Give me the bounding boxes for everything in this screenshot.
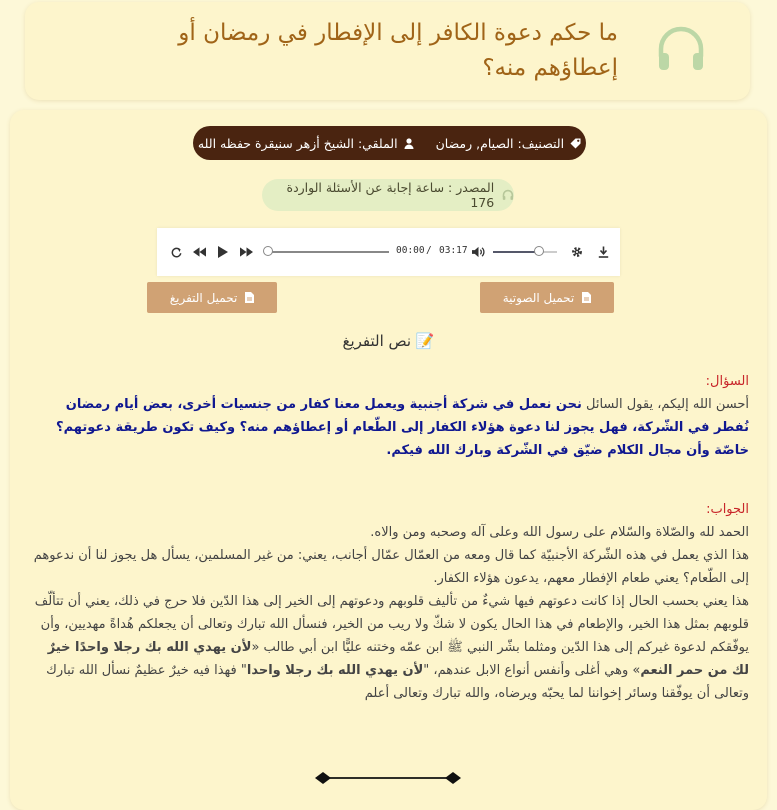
answer-paragraph-1: الحمد لله والصّلاة والسّلام على رسول الله وعلى آله وصحبه ومن والاه. bbox=[370, 525, 749, 540]
title-card bbox=[25, 2, 750, 100]
question-section bbox=[28, 370, 749, 462]
speaker-label: الملقي: الشيخ أزهر سنيقرة حفظه الله bbox=[197, 135, 398, 151]
transcript-heading: 📝 نص التفريغ bbox=[342, 332, 435, 350]
play-icon[interactable] bbox=[214, 243, 232, 261]
download-transcript-button[interactable] bbox=[147, 282, 277, 313]
file-icon bbox=[245, 292, 254, 303]
current-time: 00:00 bbox=[396, 245, 425, 256]
settings-gear-icon[interactable] bbox=[568, 243, 586, 261]
download-icon[interactable] bbox=[594, 243, 612, 261]
answer-section bbox=[28, 498, 749, 705]
headphones-small-icon bbox=[502, 189, 514, 201]
speaker-link[interactable] bbox=[198, 136, 414, 151]
rewind-icon[interactable] bbox=[190, 243, 208, 261]
hadith-quote-1: لأن يهدي الله بك رجلا واحدًا خيرٌ لك من حمر النعم bbox=[47, 640, 749, 678]
volume-icon[interactable] bbox=[469, 243, 487, 261]
download-audio-button[interactable] bbox=[480, 282, 614, 313]
meta-info-pill bbox=[193, 126, 586, 160]
question-text bbox=[28, 393, 749, 462]
answer-p3-part-a: هذا يعني بحسب الحال إذا كانت دعوتهم فيها شيءٌ من تأليف قلوبهم ودعوتهم إلى الخير إلى هذا الدّين فلا حرج في ذلك، يعني أن تتألّف قلوبهم بمثل هذا الخير، والإطعام في هذا الحال يكون لا شكّ ولا ريب من الخير، فنسأل الله تبارك وتعالى أن يجعلكم هُداةً مهديين، وأن يوفّقكم لدعوة غيركم إلى هذا الدّين ومثلما بشّر النبي ﷺ ابن عمّه وختنه عليًّا ابن أبي طالب « bbox=[34, 594, 749, 655]
page-title: ما حكم دعوة الكافر إلى الإفطار في رمضان أو إعطاؤهم منه؟ bbox=[178, 20, 618, 81]
source-pill[interactable] bbox=[262, 179, 514, 211]
category-link[interactable] bbox=[436, 136, 582, 151]
time-separator: / bbox=[426, 245, 432, 256]
volume-handle[interactable] bbox=[534, 246, 544, 256]
duration: 03:17 bbox=[439, 245, 468, 256]
audio-player bbox=[157, 228, 620, 276]
category-label: التصنيف: الصيام, رمضان bbox=[435, 135, 565, 151]
hadith-quote-2: لأن يهدي الله بك رجلا واحدا bbox=[246, 663, 424, 678]
replay-icon[interactable] bbox=[167, 243, 185, 261]
question-label: السؤال: bbox=[705, 374, 749, 389]
user-icon bbox=[404, 138, 414, 149]
download-transcript-label: تحميل التفريغ bbox=[169, 290, 238, 305]
seek-handle[interactable] bbox=[263, 246, 273, 256]
question-intro: أحسن الله إليكم، يقول السائل bbox=[581, 397, 749, 412]
ornament-divider-icon bbox=[313, 768, 463, 788]
question-body: نحن نعمل في شركة أجنبية ويعمل معنا كفار من جنسيات أخرى، بعض أيام رمضان نُفطر في الشّركة، فهل يجوز لنا دعوة هؤلاء الكفار إلى الطّعام أو إعطاؤهم منه؟ وكيف تكون طريقة دعوتهم؟ خاصّة وأن مجال الكلام ضيّق في الشّركة وبارك الله فيكم. bbox=[56, 397, 749, 458]
file-icon bbox=[582, 292, 591, 303]
answer-p3-part-b: » وهي أغلى وأنفس أنواع الابل عندهم، " bbox=[423, 663, 641, 678]
headphones-icon[interactable] bbox=[654, 22, 708, 76]
fast-forward-icon[interactable] bbox=[237, 243, 255, 261]
answer-p3-part-c: " فهذا فيه خيرٌ عظيمٌ نسأل الله تبارك وتعالى أن يوفّقنا وسائر إخواننا لما يحبّه ويرضاه، والله تبارك وتعالى أعلم bbox=[46, 663, 749, 701]
answer-paragraph-3 bbox=[28, 590, 749, 705]
answer-label: الجواب: bbox=[706, 502, 749, 517]
tag-icon bbox=[570, 138, 581, 149]
seek-bar[interactable] bbox=[267, 251, 389, 253]
download-audio-label: تحميل الصوتية bbox=[502, 290, 575, 305]
source-label: المصدر : ساعة إجابة عن الأسئلة الواردة 176 bbox=[286, 180, 495, 210]
volume-level bbox=[493, 251, 538, 253]
answer-paragraph-2: هذا الذي يعمل في هذه الشّركة الأجنبيّة كما قال ومعه من العمّال عمّال أجانب، يعني: من غير المسلمين، يسأل هل يجوز لنا أن ندعوهم إلى الطّعام؟ يعني طعام الإفطار معهم، يدعون هؤلاء الكفار. bbox=[33, 548, 749, 586]
